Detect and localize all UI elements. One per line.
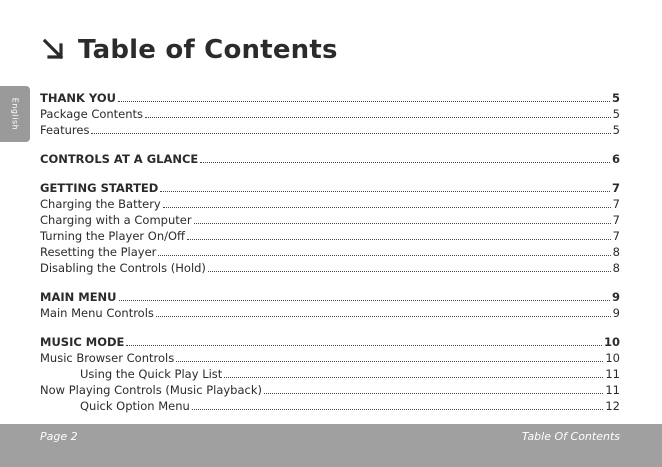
- toc-dot-leader: [187, 239, 611, 240]
- toc-entry-label: MUSIC MODE: [40, 335, 125, 349]
- toc-entry-label: Music Browser Controls: [40, 351, 175, 365]
- toc-dot-leader: [192, 409, 604, 410]
- toc-entry[interactable]: [40, 106, 620, 122]
- toc-entry-page: 6: [611, 152, 620, 166]
- toc-entry-label: CONTROLS AT A GLANCE: [40, 152, 199, 166]
- toc-entry-label: Using the Quick Play List: [80, 367, 223, 381]
- toc-entry[interactable]: [40, 196, 620, 212]
- toc-entry-label: Charging the Battery: [40, 197, 161, 211]
- toc-dot-leader: [145, 117, 611, 118]
- toc-section-entry[interactable]: [40, 180, 620, 196]
- toc-entry[interactable]: [40, 382, 620, 398]
- toc-entry-page: 10: [603, 335, 620, 349]
- toc-entry-page: 12: [605, 399, 620, 413]
- toc-entry-page: 9: [611, 290, 620, 304]
- toc-section-entry[interactable]: [40, 90, 620, 106]
- toc-dot-leader: [224, 377, 603, 378]
- toc-dot-leader: [156, 316, 611, 317]
- toc-dot-leader: [119, 300, 610, 301]
- toc-entry-label: Now Playing Controls (Music Playback): [40, 383, 262, 397]
- toc-entry-label: Main Menu Controls: [40, 306, 154, 320]
- toc-dot-leader: [176, 361, 603, 362]
- toc-group-gap: [40, 138, 620, 151]
- page-header: [40, 30, 338, 70]
- toc-entry-page: 9: [612, 306, 620, 320]
- arrow-down-right-icon: [40, 36, 68, 64]
- table-of-contents: [40, 90, 620, 414]
- toc-entry-page: 7: [612, 213, 620, 227]
- toc-dot-leader: [163, 207, 611, 208]
- toc-entry-label: MAIN MENU: [40, 290, 117, 304]
- toc-entry-page: 5: [612, 107, 620, 121]
- toc-entry[interactable]: [40, 244, 620, 260]
- toc-dot-leader: [194, 223, 611, 224]
- toc-entry-page: 11: [605, 383, 620, 397]
- toc-entry[interactable]: [40, 122, 620, 138]
- toc-entry-label: Disabling the Controls (Hold): [40, 261, 206, 275]
- toc-dot-leader: [126, 345, 602, 346]
- toc-dot-leader: [264, 393, 603, 394]
- toc-section-entry[interactable]: [40, 334, 620, 350]
- toc-group-gap: [40, 167, 620, 180]
- toc-entry[interactable]: [40, 398, 620, 414]
- toc-entry-page: 10: [605, 351, 620, 365]
- toc-entry-label: THANK YOU: [40, 91, 116, 105]
- toc-dot-leader: [91, 133, 610, 134]
- toc-entry-label: Features: [40, 123, 90, 137]
- toc-dot-leader: [200, 162, 610, 163]
- footer-page-number: Page 2: [40, 430, 78, 443]
- language-tab-label: English: [10, 97, 20, 131]
- toc-entry[interactable]: [40, 350, 620, 366]
- toc-entry[interactable]: [40, 305, 620, 321]
- toc-entry-page: 8: [612, 245, 620, 259]
- toc-entry[interactable]: [40, 212, 620, 228]
- toc-entry-label: Package Contents: [40, 107, 144, 121]
- toc-dot-leader: [118, 101, 610, 102]
- toc-entry-page: 8: [612, 261, 620, 275]
- toc-entry[interactable]: [40, 228, 620, 244]
- toc-entry-page: 7: [611, 181, 620, 195]
- toc-entry-page: 7: [612, 197, 620, 211]
- toc-entry[interactable]: [40, 260, 620, 276]
- toc-entry-page: 5: [611, 91, 620, 105]
- toc-entry-page: 5: [612, 123, 620, 137]
- footer-bar: [0, 424, 662, 467]
- toc-group-gap: [40, 321, 620, 334]
- toc-entry-label: Charging with a Computer: [40, 213, 192, 227]
- language-tab[interactable]: [0, 86, 30, 142]
- toc-section-entry[interactable]: [40, 289, 620, 305]
- toc-group-gap: [40, 276, 620, 289]
- footer-section-title: Table Of Contents: [521, 430, 620, 443]
- toc-entry-page: 11: [605, 367, 620, 381]
- toc-entry-label: Turning the Player On/Off: [40, 229, 185, 243]
- toc-entry[interactable]: [40, 366, 620, 382]
- toc-entry-label: Quick Option Menu: [80, 399, 190, 413]
- toc-entry-page: 7: [612, 229, 620, 243]
- toc-dot-leader: [160, 191, 610, 192]
- toc-entry-label: Resetting the Player: [40, 245, 157, 259]
- toc-dot-leader: [158, 255, 610, 256]
- toc-dot-leader: [208, 271, 611, 272]
- toc-entry-label: GETTING STARTED: [40, 181, 159, 195]
- page-title: Table of Contents: [78, 35, 338, 65]
- toc-section-entry[interactable]: [40, 151, 620, 167]
